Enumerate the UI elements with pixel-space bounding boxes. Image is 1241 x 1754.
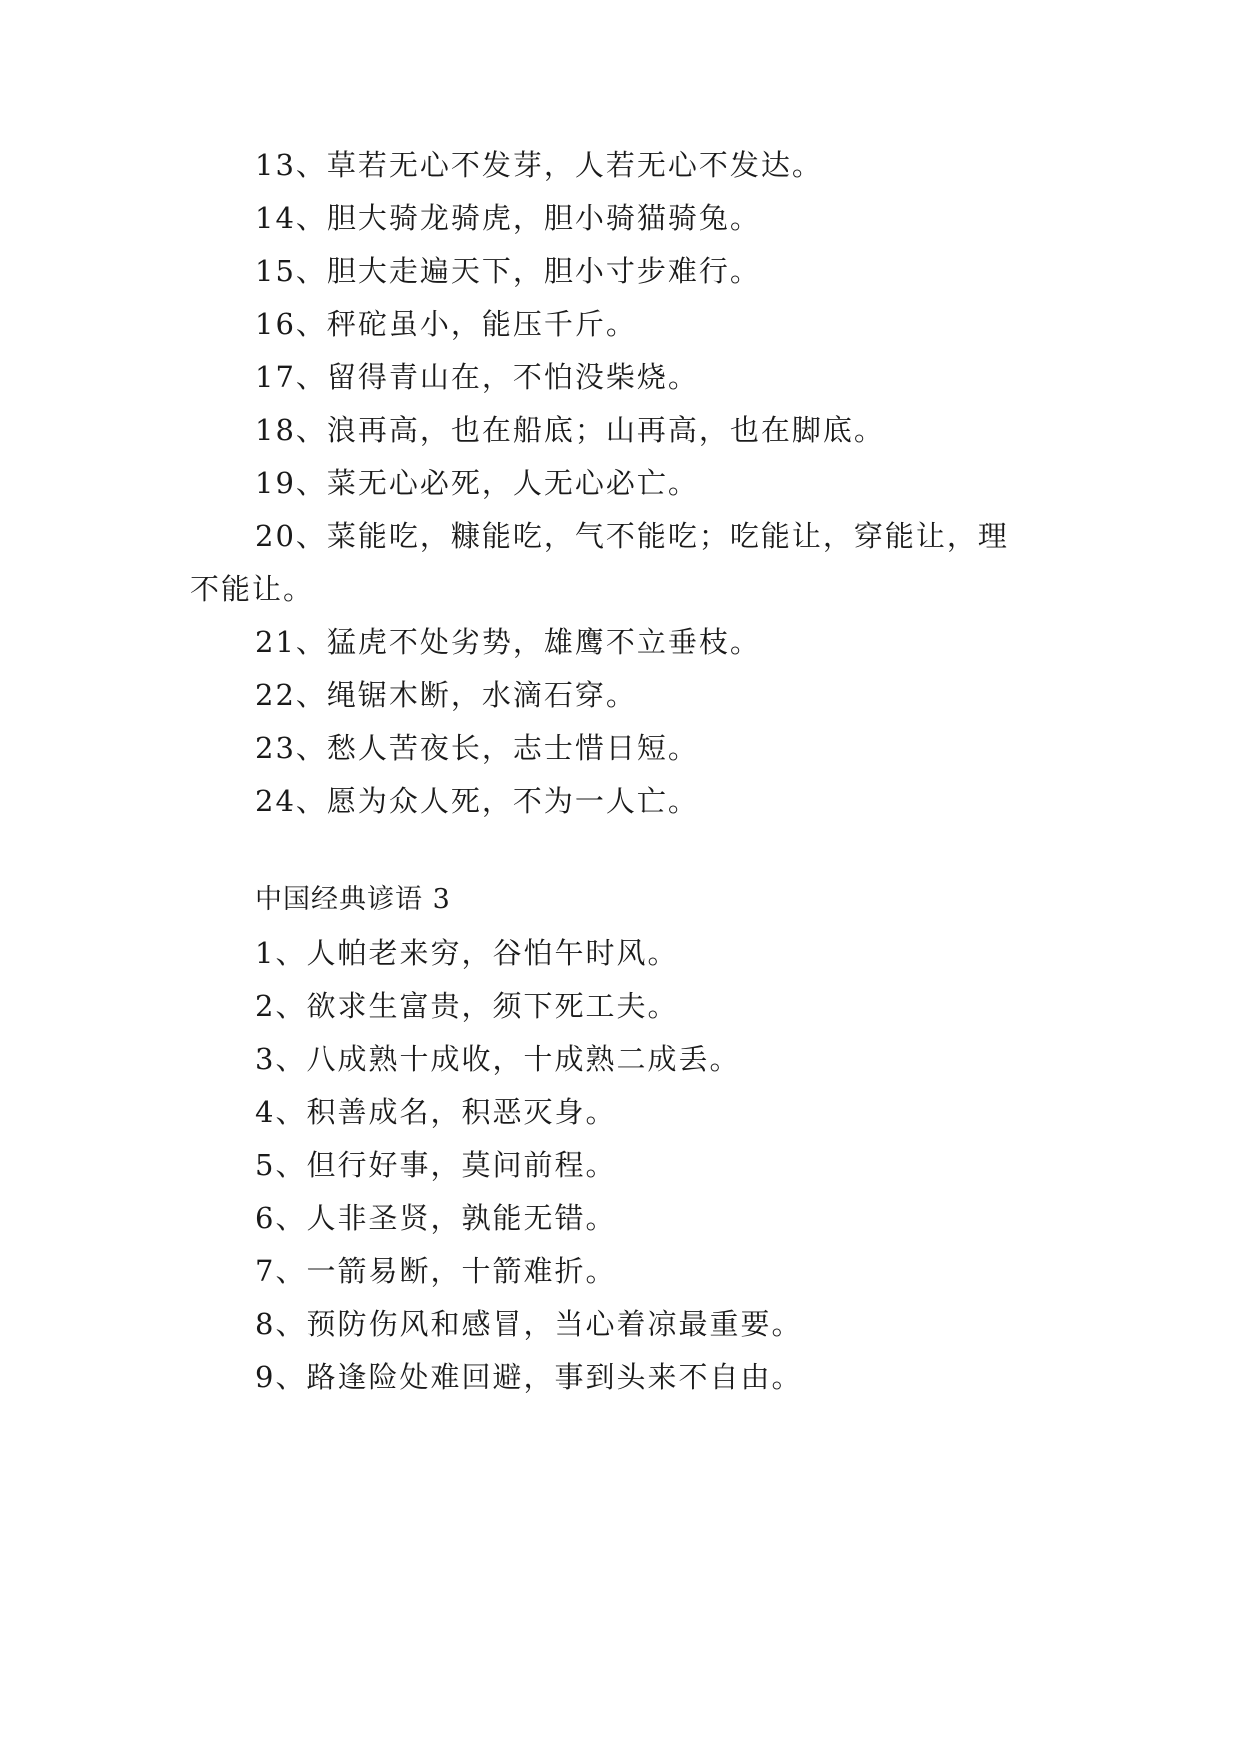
proverb-line-17: 17、留得青山在，不怕没柴烧。 — [255, 360, 699, 394]
proverb-line-13: 13、草若无心不发芽，人若无心不发达。 — [255, 148, 823, 182]
proverb-line-22: 22、绳锯木断，水滴石穿。 — [255, 678, 637, 712]
proverb-line-16: 16、秤砣虽小，能压千斤。 — [255, 307, 637, 341]
proverb-line-1: 1、人帕老来穷，谷怕午时风。 — [255, 936, 679, 970]
proverb-line-5: 5、但行好事，莫问前程。 — [255, 1148, 617, 1182]
proverb-line-23: 23、愁人苦夜长，志士惜日短。 — [255, 731, 699, 765]
proverb-line-21: 21、猛虎不处劣势，雄鹰不立垂枝。 — [255, 625, 761, 659]
proverb-line-9: 9、路逢险处难回避，事到头来不自由。 — [255, 1360, 803, 1394]
proverb-line-20-continued: 不能让。 — [190, 572, 315, 606]
proverb-line-20: 20、菜能吃，糠能吃，气不能吃；吃能让，穿能让，理 — [255, 519, 1009, 553]
proverb-line-2: 2、欲求生富贵，须下死工夫。 — [255, 989, 679, 1023]
proverb-line-15: 15、胆大走遍天下，胆小寸步难行。 — [255, 254, 761, 288]
proverb-line-19: 19、菜无心必死，人无心必亡。 — [255, 466, 699, 500]
proverb-line-14: 14、胆大骑龙骑虎，胆小骑猫骑兔。 — [255, 201, 761, 235]
proverb-line-6: 6、人非圣贤，孰能无错。 — [255, 1201, 617, 1235]
proverb-line-18: 18、浪再高，也在船底；山再高，也在脚底。 — [255, 413, 885, 447]
proverb-line-3: 3、八成熟十成收，十成熟二成丢。 — [255, 1042, 741, 1076]
section-heading: 中国经典谚语 3 — [255, 884, 451, 915]
proverb-line-4: 4、积善成名，积恶灭身。 — [255, 1095, 617, 1129]
proverb-line-8: 8、预防伤风和感冒，当心着凉最重要。 — [255, 1307, 803, 1341]
proverb-line-24: 24、愿为众人死，不为一人亡。 — [255, 784, 699, 818]
proverb-line-7: 7、一箭易断，十箭难折。 — [255, 1254, 617, 1288]
